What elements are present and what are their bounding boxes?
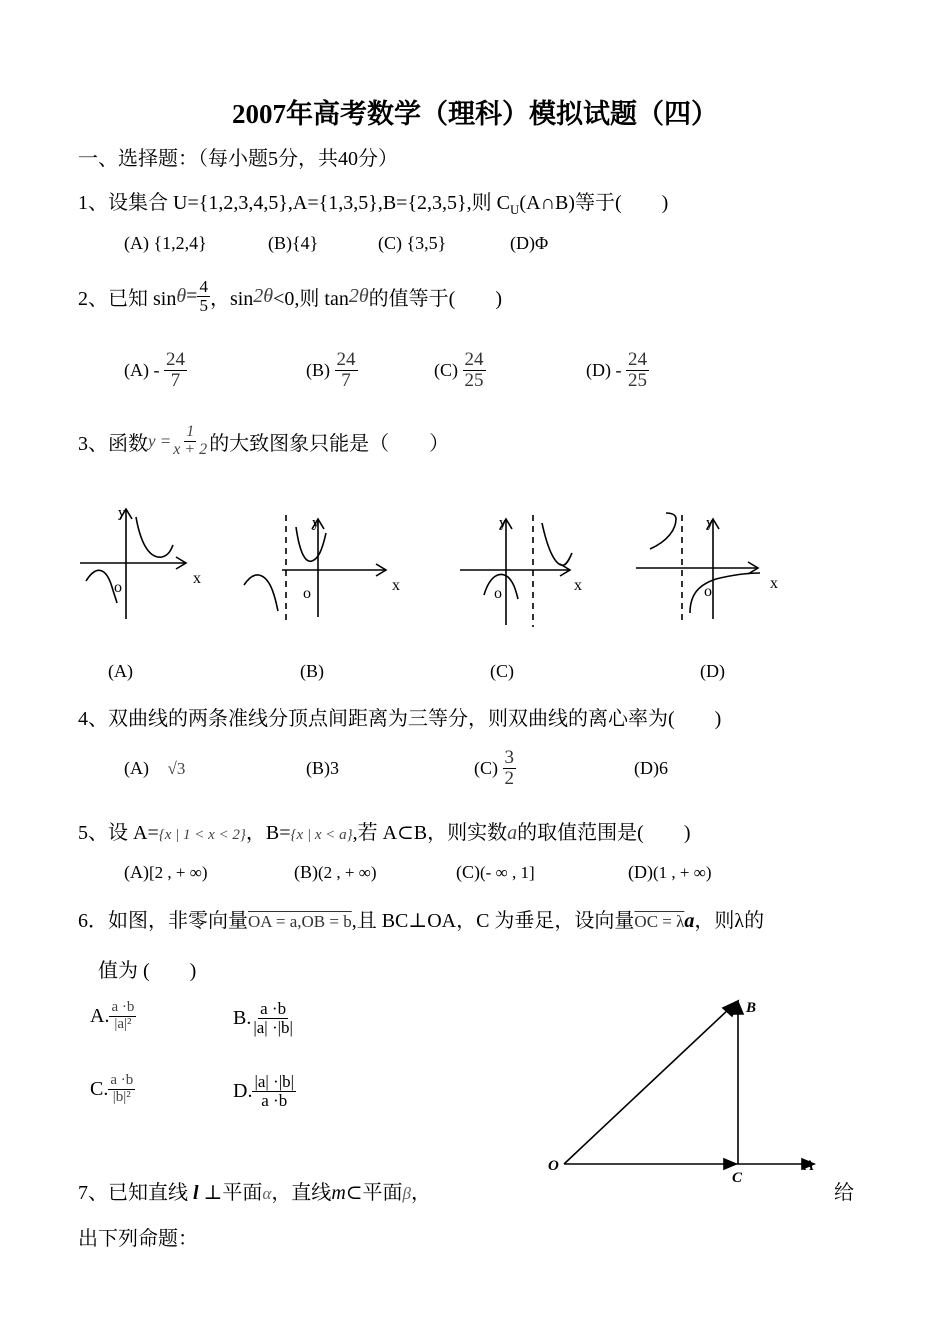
q2-d-num: 24 (627, 349, 647, 370)
q5-d-label: (D) (628, 862, 653, 882)
q2-c-num: 24 (464, 349, 484, 370)
question-1 (78, 186, 668, 218)
q3-frac-num: 1 (186, 423, 195, 440)
graph-c (460, 515, 572, 627)
question-6 (78, 904, 764, 933)
q6-a-bold: a (684, 910, 695, 932)
graph-a-origin: o (114, 579, 122, 596)
q6-line2: 值为 ( ) (98, 960, 197, 982)
q3-graphs (0, 495, 950, 695)
q5-tail2: 的取值范围是( ) (517, 822, 691, 844)
q1-option-a: (A) {1,2,4} (124, 233, 207, 253)
q1-option-b: (B){4} (268, 233, 319, 253)
q5-b-value: (2 , + ∞) (318, 863, 377, 882)
graph-b (244, 515, 386, 623)
q3-tail: 的大致图象只能是（ ） (209, 432, 450, 455)
q4-a-value: √3 (167, 759, 186, 778)
q6-vec-oa: OA = a, (248, 912, 302, 931)
vector-oc-arrow (724, 1159, 736, 1169)
q2-option-c (434, 350, 486, 391)
q6-b-den: |a| ·|b| (253, 1017, 293, 1037)
q6-stem-c: ，则λ的 (694, 910, 765, 932)
q1-option-d: (D)Φ (510, 233, 549, 253)
q2-theta: θ (176, 284, 187, 307)
graph-b-ylabel: y (312, 515, 320, 531)
q5-c-value: (- ∞ , 1] (480, 863, 535, 882)
point-a-label: A (804, 1158, 815, 1174)
q7-comma: ， (411, 1182, 431, 1204)
graph-c-label: (C) (490, 661, 514, 681)
q2-frac-num: 4 (199, 277, 208, 296)
q2-stem-a: 2、已知 sin (78, 287, 177, 310)
q2-two-theta-2: 2θ (348, 284, 369, 307)
q2-option-a (124, 350, 187, 391)
graph-b-origin: o (303, 585, 311, 602)
q2-a-den: 7 (170, 369, 181, 391)
q6-b-num: a ·b (260, 999, 287, 1018)
q7-perp: ⊥平面 (203, 1182, 263, 1204)
point-b-label: B (746, 1000, 757, 1016)
q5-stem-a: 5、设 A= (78, 822, 159, 844)
q7-beta: β (402, 1184, 411, 1203)
graph-d-ylabel: y (706, 515, 714, 531)
q6-vec-oc: OC = λ (634, 912, 685, 931)
q6-b-label: B. (233, 1006, 252, 1029)
q4-c-label: (C) (474, 757, 498, 778)
q5-c-label: (C) (456, 862, 480, 882)
q6-option-d (233, 1073, 296, 1110)
q7-l: l (193, 1182, 199, 1204)
q6-d-num: |a| ·|b| (254, 1072, 295, 1091)
q5-mid: ，B= (245, 822, 291, 844)
q6-a-den: |a|² (114, 1015, 132, 1032)
graph-a-xlabel: x (193, 570, 201, 587)
q7-tail: 给 (834, 1182, 854, 1204)
point-c-label: C (732, 1170, 743, 1186)
q3-stem-a: 3、函数 (78, 432, 148, 455)
q2-frac-den: 5 (199, 295, 208, 315)
q6-a-num: a ·b (111, 999, 135, 1015)
section-heading: 一、选择题：（每小题5分，共40分） (78, 148, 398, 170)
graph-d-label: (D) (700, 661, 725, 681)
graph-c-ylabel: y (499, 515, 507, 531)
q5-a-value: [2 , + ∞) (149, 863, 208, 882)
q1-sub: U (510, 202, 520, 217)
q5-b-label: (B) (294, 862, 318, 882)
q1-stem-tail: (A∩B)等于( ) (519, 192, 669, 214)
q2-option-b (306, 350, 358, 391)
q4-c-num: 3 (504, 747, 514, 768)
q6-d-den: a ·b (261, 1090, 288, 1110)
q5-d-value: (1 , + ∞) (653, 863, 712, 882)
question-3 (78, 424, 449, 459)
graph-d (636, 513, 760, 621)
q5-a-var: a (507, 822, 518, 844)
vector-ob (564, 1008, 730, 1164)
q5-set-a: {x | 1 < x < 2} (158, 827, 246, 843)
q7-line2: 出下列命题： (78, 1228, 198, 1250)
q2-b-num: 24 (336, 349, 356, 370)
graph-b-xlabel: x (392, 577, 400, 594)
q6-stem-b: ,且 BC⊥OA，C 为垂足，设向量 (351, 910, 635, 932)
q6-c-den: |b|² (112, 1088, 131, 1105)
q4-option-b: (B)3 (306, 758, 339, 778)
q3-frac-den: x + 2 (173, 440, 208, 458)
question-2 (78, 278, 502, 315)
q6-c-label: C. (90, 1077, 109, 1100)
q4-option-a (124, 758, 185, 779)
q2-lt: <0,则 tan (273, 287, 349, 310)
page-title: 2007年高考数学（理科）模拟试题（四） (232, 99, 718, 129)
q7-sub: ⊂平面 (345, 1182, 403, 1204)
point-o-label: O (548, 1158, 559, 1174)
q5-option-d (628, 862, 712, 883)
question-4: 4、双曲线的两条准线分顶点间距离为三等分，则双曲线的离心率为( ) (78, 708, 722, 730)
graph-b-label: (B) (300, 661, 324, 681)
q5-tail: ,若 A⊂B，则实数 (352, 822, 508, 844)
graph-d-xlabel: x (770, 575, 778, 592)
q2-d-label: (D) - (586, 359, 622, 380)
graph-a (80, 509, 186, 619)
q2-a-num: 24 (165, 349, 185, 370)
q6-vector-figure (540, 990, 840, 1190)
q5-option-a (124, 862, 208, 883)
graph-c-xlabel: x (574, 577, 582, 594)
q6-option-c (90, 1073, 135, 1106)
q7-m: m (331, 1182, 346, 1204)
question-7 (78, 1176, 431, 1205)
q2-a-label: (A) - (124, 359, 160, 380)
q5-set-b: {x | x < a} (290, 827, 353, 843)
graph-a-ylabel: y (118, 505, 126, 521)
graph-c-origin: o (494, 585, 502, 602)
q4-c-den: 2 (504, 767, 514, 789)
graph-a-label: (A) (108, 661, 133, 681)
q4-option-c (474, 748, 516, 789)
q4-option-d: (D)6 (634, 758, 668, 778)
q6-option-b (233, 1000, 295, 1037)
q7-mid: ，直线 (271, 1182, 332, 1204)
q2-c-den: 25 (464, 369, 484, 391)
q1-stem: 1、设集合 U={1,2,3,4,5},A={1,3,5},B={2,3,5},则 C (78, 192, 511, 214)
q2-tail: 的值等于( ) (368, 287, 502, 310)
q6-d-label: D. (233, 1079, 253, 1102)
q2-mid: ，sin (209, 287, 254, 310)
graph-d-origin: o (704, 583, 712, 600)
q6-stem-a: 6．如图，非零向量 (78, 910, 248, 932)
q2-eq: = (186, 284, 198, 307)
q1-option-c: (C) {3,5} (378, 233, 447, 253)
q5-a-label: (A) (124, 862, 149, 882)
q7-alpha: α (262, 1184, 272, 1203)
q2-c-label: (C) (434, 359, 458, 380)
q2-option-d (586, 350, 649, 391)
q2-b-den: 7 (341, 369, 351, 391)
q5-option-b (294, 862, 377, 883)
q2-two-theta: 2θ (253, 284, 274, 307)
q4-a-label: (A) (124, 758, 149, 778)
question-5 (78, 816, 690, 845)
q2-d-den: 25 (627, 369, 647, 391)
q6-a-label: A. (90, 1004, 110, 1027)
q7-stem-a: 7、已知直线 (78, 1182, 188, 1204)
q3-y-eq: y = (148, 431, 172, 451)
q2-b-label: (B) (306, 359, 330, 380)
q5-option-c (456, 862, 535, 883)
q6-vec-ob: OB = b (301, 912, 352, 931)
q6-c-num: a ·b (110, 1072, 134, 1088)
q6-option-a (90, 1000, 136, 1033)
